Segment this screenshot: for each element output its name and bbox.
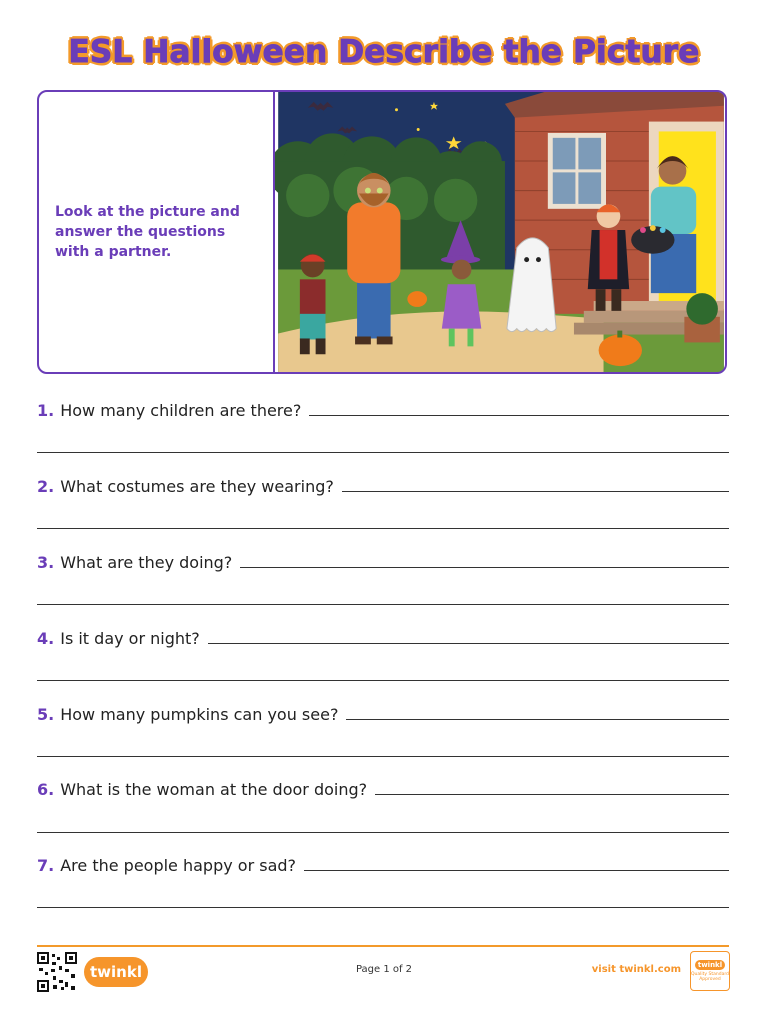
quality-badge	[690, 951, 730, 991]
question-text: Is it day or night?	[60, 629, 200, 648]
question-number: 3.	[37, 553, 55, 572]
answer-line[interactable]	[37, 907, 729, 908]
question-text: What costumes are they wearing?	[60, 477, 334, 496]
question-number: 4.	[37, 629, 55, 648]
visit-link[interactable]: visit twinkl.com	[591, 964, 681, 975]
badge-text: Quality Standard Approved	[691, 972, 729, 982]
pumpkin-icon	[407, 291, 427, 307]
answer-line[interactable]	[37, 832, 729, 833]
question-text: What are they doing?	[60, 553, 233, 572]
halloween-scene-illustration	[275, 92, 727, 372]
page-title: ESL Halloween Describe the Picture	[68, 34, 700, 70]
answer-line[interactable]	[37, 452, 729, 453]
question-row	[37, 548, 729, 572]
question-row	[37, 396, 729, 420]
question-row	[37, 472, 729, 496]
answer-line[interactable]	[304, 870, 729, 871]
answer-line[interactable]	[309, 415, 729, 416]
answer-line[interactable]	[240, 567, 729, 568]
answer-line[interactable]	[208, 643, 729, 644]
question-number: 1.	[37, 401, 55, 420]
question-row	[37, 624, 729, 648]
question-number: 6.	[37, 780, 55, 799]
question-number: 2.	[37, 477, 55, 496]
twinkl-logo[interactable]: twinkl	[84, 957, 148, 987]
answer-line[interactable]	[346, 719, 729, 720]
question-text: How many children are there?	[60, 401, 302, 420]
question-row	[37, 851, 729, 875]
question-text: How many pumpkins can you see?	[60, 705, 339, 724]
page-number: Page 1 of 2	[355, 964, 413, 975]
instructions-text: Look at the picture and answer the questions with a partner.	[55, 204, 240, 260]
question-text: What is the woman at the door doing?	[60, 780, 368, 799]
picture-panel	[37, 90, 727, 374]
question-number: 7.	[37, 856, 55, 875]
answer-line[interactable]	[375, 794, 729, 795]
question-row	[37, 700, 729, 724]
pumpkin-icon	[599, 335, 642, 367]
answer-line[interactable]	[37, 604, 729, 605]
answer-line[interactable]	[37, 756, 729, 757]
question-number: 5.	[37, 705, 55, 724]
badge-title: twinkl	[695, 960, 725, 970]
question-text: Are the people happy or sad?	[60, 856, 297, 875]
footer-divider	[37, 945, 729, 947]
answer-line[interactable]	[37, 680, 729, 681]
answer-line[interactable]	[37, 528, 729, 529]
instructions-box	[39, 92, 275, 372]
answer-line[interactable]	[342, 491, 729, 492]
question-row	[37, 775, 729, 799]
